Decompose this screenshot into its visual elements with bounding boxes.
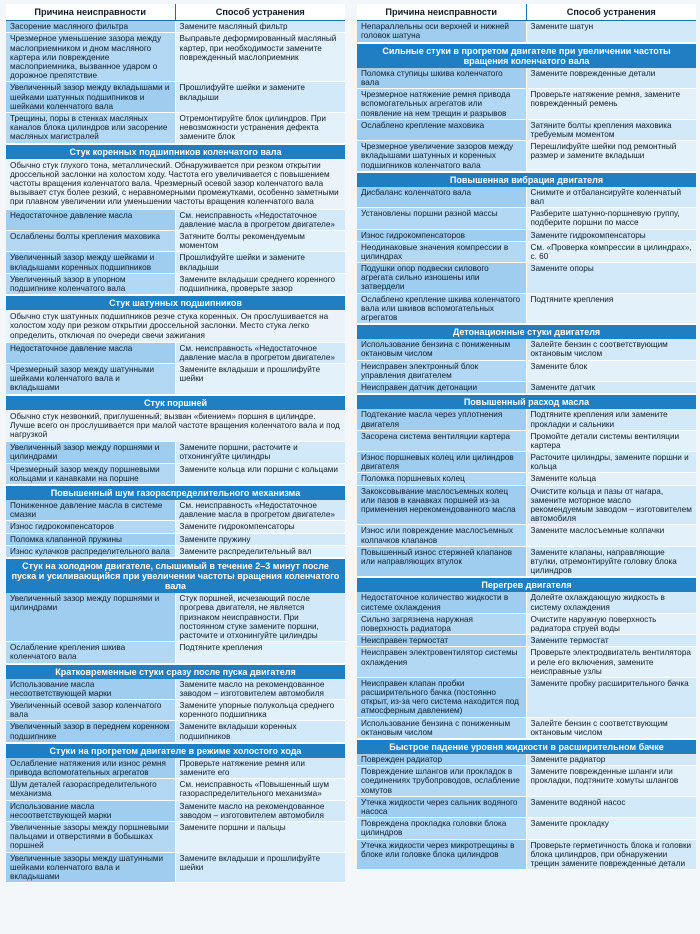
table-row (357, 431, 696, 452)
section-title: Быстрое падение уровня жидкости в расширительном бачке (357, 739, 696, 754)
table-row (357, 818, 696, 839)
table-row (357, 797, 696, 818)
fix-cell: Замените масло на рекомендованное заводом – изготовителем автомобиля (176, 679, 346, 699)
fix-cell: Замените распределительный вал (176, 546, 346, 557)
cause-cell: Увеличенный зазор в упорном подшипнике коленчатого вала (6, 274, 176, 294)
table-row (357, 242, 696, 263)
fix-cell: Проверьте герметичность блока и головки блока цилиндров, при обнаружении трещин замените поврежденные детали (527, 840, 697, 870)
fix-cell: Замените масло на рекомендованное заводом – изготовителем автомобиля (176, 801, 346, 821)
fix-cell: Замените прокладку (527, 818, 697, 838)
cause-cell: Ослаблено крепление шкива коленчатого вала или шкивов вспомогательных агрегатов (357, 294, 527, 324)
table-row (6, 700, 345, 721)
fix-cell: См. неисправность «Недостаточное давление масла в прогретом двигателе» (176, 343, 346, 363)
fix-cell: Залейте бензин с соответствующим октановым числом (527, 718, 697, 738)
cause-cell: Пониженное давление масла в системе смазки (6, 500, 176, 520)
fix-cell: Подтяните крепления или замените прокладки и сальники (527, 409, 697, 429)
fix-cell: Проверьте электродвигатель вентилятора и реле его включения, замените неисправные узлы (527, 647, 697, 677)
table-row (357, 141, 696, 172)
header-cause: Причина неисправности (357, 4, 527, 20)
fix-cell: См. неисправность «Недостаточное давление масла в прогретом двигателе» (176, 500, 346, 520)
table-row (357, 635, 696, 647)
table-row (6, 343, 345, 364)
cause-cell: Ослаблены болты крепления маховика (6, 231, 176, 251)
table-header (6, 4, 345, 21)
table-row (357, 754, 696, 766)
table-row (6, 210, 345, 231)
section-title: Перегрев двигателя (357, 577, 696, 592)
table-row (357, 718, 696, 739)
cause-cell: Ослаблено крепление маховика (357, 120, 527, 140)
cause-cell: Увеличенные зазоры между поршневыми пальцами и отверстиями в бобышках поршней (6, 822, 176, 852)
table-row (6, 231, 345, 252)
table-row (6, 500, 345, 521)
table-row (357, 409, 696, 430)
fix-cell: Замените поврежденные детали (527, 68, 697, 88)
table-row (357, 187, 696, 208)
table-row (357, 263, 696, 294)
cause-cell: Утечка жидкости через сальник водяного насоса (357, 797, 527, 817)
section-description: Обычно стук незвонкий, приглушенный; вызван «биением» поршня в цилиндре. Лучше всего он прослушивается при малой частоте вращения коленчатого вала и под нагрузкой (6, 410, 345, 443)
table-row (357, 486, 696, 526)
cause-cell: Поломка поршневых колец (357, 473, 527, 484)
fix-cell: Замените поршни и пальцы (176, 822, 346, 852)
cause-cell: Износ кулачков распределительного вала (6, 546, 176, 557)
table-row (357, 473, 696, 485)
cause-cell: Установлены поршни разной массы (357, 208, 527, 228)
table-row (357, 382, 696, 394)
table-row (357, 678, 696, 718)
section-title: Кратковременные стуки сразу после пуска двигателя (6, 664, 345, 679)
table-row (6, 33, 345, 82)
table-header (357, 4, 696, 21)
cause-cell: Утечка жидкости через микротрещины в блоке или головке блока цилиндров (357, 840, 527, 870)
fix-cell: Замените блок (527, 361, 697, 381)
table-row (357, 647, 696, 678)
table-row (357, 120, 696, 141)
cause-cell: Недостаточное давление масла (6, 210, 176, 230)
cause-cell: Износ гидрокомпенсаторов (357, 230, 527, 241)
fix-cell: Замените гидрокомпенсаторы (176, 521, 346, 532)
cause-cell: Использование бензина с пониженным октановым числом (357, 339, 527, 359)
cause-cell: Трещины, поры в стенках масляных каналов блока цилиндров или засорение масляных магистралей (6, 113, 176, 143)
cause-cell: Чрезмерный зазор между шатунными шейками коленчатого вала и вкладышами (6, 364, 176, 394)
cause-cell: Повреждение шлангов или прокладок в соединениях трубопроводов, ослабление хомутов (357, 766, 527, 796)
cause-cell: Неисправен датчик детонации (357, 382, 527, 393)
fix-cell: Затяните болты рекомендуемым моментом (176, 231, 346, 251)
table-row (6, 21, 345, 33)
cause-cell: Подтекание масла через уплотнения двигателя (357, 409, 527, 429)
fix-cell: Замените датчик (527, 382, 697, 393)
cause-cell: Чрезмерное увеличение зазоров между вкладышами шатунных и коренных подшипников коленчатого вала (357, 141, 527, 171)
cause-cell: Увеличенный осевой зазор коленчатого вала (6, 700, 176, 720)
fix-cell: Долейте охлаждающую жидкость в систему охлаждения (527, 592, 697, 612)
fix-cell: Залейте бензин с соответствующим октановым числом (527, 339, 697, 359)
fix-cell: Очистите кольца и пазы от нагара, замените моторное масло рекомендуемым заводом – изготовителем автомобиля (527, 486, 697, 525)
section-description: Обычно стук глухого тона, металлический. Обнаруживается при резком открытии дроссельной заслонки на холостом ходу. Частота его увеличивается с повышением частоты вращения коленчатого вала. Чрезмерный осевой зазор коленчатого вала вызывает стук более резкий, с неравномерными промежутками, особенно заметными при плавном увеличении или уменьшении частоты вращения коленчатого вала (6, 159, 345, 210)
header-fix: Способ устранения (566, 7, 656, 17)
table-row (6, 534, 345, 546)
fix-cell: Расточите цилиндры, замените поршни и кольца (527, 452, 697, 472)
fix-cell: Перешлифуйте шейки под ремонтный размер и замените вкладыши (527, 141, 697, 171)
cause-cell: Износ гидрокомпенсаторов (6, 521, 176, 532)
fix-cell: Замените шатун (527, 21, 697, 41)
table-row (6, 801, 345, 822)
fix-cell: Очистите наружную поверхность радиатора струей воды (527, 614, 697, 634)
section-title: Сильные стуки в прогретом двигателе при увеличении частоты вращения коленчатого вала (357, 43, 696, 68)
cause-cell: Неисправен электровентилятор системы охлаждения (357, 647, 527, 677)
section-title: Детонационные стуки двигателя (357, 324, 696, 339)
cause-cell: Чрезмерное уменьшение зазора между маслоприемником и дном масляного картера или повреждение маслоприемника, вызванное ударом о дорожное препятствие (6, 33, 176, 81)
fix-cell: Замените термостат (527, 635, 697, 646)
section-title: Повышенный расход масла (357, 394, 696, 409)
fix-cell: Замените клапаны, направляющие втулки, отремонтируйте головку блока цилиндров (527, 547, 697, 577)
cause-cell: Ослабление натяжения или износ ремня привода вспомогательных агрегатов (6, 758, 176, 778)
cause-cell: Непараллельны оси верхней и нижней головок шатуна (357, 21, 527, 41)
fix-cell: Замените кольца или поршни с кольцами (176, 464, 346, 484)
fix-cell: Замените поврежденные шланги или прокладки, подтяните хомуты шлангов (527, 766, 697, 796)
section-title: Стуки на прогретом двигателе в режиме холостого хода (6, 743, 345, 758)
table-row (357, 339, 696, 360)
table-row (357, 525, 696, 546)
table-row (6, 113, 345, 144)
table-row (6, 779, 345, 800)
fix-cell: См. неисправность «Недостаточное давление масла в прогретом двигателе» (176, 210, 346, 230)
table-row (357, 208, 696, 229)
header-fix: Способ устранения (215, 7, 305, 17)
fix-cell: Замените вкладыши коренных подшипников (176, 721, 346, 741)
fix-cell: Замените вкладыши среднего коренного подшипника, проверьте зазор (176, 274, 346, 294)
section-title: Стук на холодном двигателе, слышимый в течение 2–3 минут после пуска и усиливающийся при увеличении частоты вращения коленчатого вала (6, 558, 345, 593)
table-row (357, 547, 696, 578)
left-column (6, 4, 345, 930)
fix-cell: Замените радиатор (527, 754, 697, 765)
fix-cell: Замените пружину (176, 534, 346, 545)
table-row (357, 766, 696, 797)
cause-cell: Дисбаланс коленчатого вала (357, 187, 527, 207)
fix-cell: Промойте детали системы вентиляции картера (527, 431, 697, 451)
cause-cell: Поломка клапанной пружины (6, 534, 176, 545)
cause-cell: Увеличенный зазор в переднем коренном подшипнике (6, 721, 176, 741)
cause-cell: Увеличенный зазор между поршнями и цилиндрами (6, 593, 176, 641)
cause-cell: Недостаточное давление масла (6, 343, 176, 363)
fix-cell: См. «Проверка компрессии в цилиндрах», с. 60 (527, 242, 697, 262)
table-row (357, 452, 696, 473)
fix-cell: Проверьте натяжение ремня или замените его (176, 758, 346, 778)
cause-cell: Использование бензина с пониженным октановым числом (357, 718, 527, 738)
table-row (357, 89, 696, 120)
cause-cell: Сильно загрязнена наружная поверхность радиатора (357, 614, 527, 634)
fix-cell: Замените гидрокомпенсаторы (527, 230, 697, 241)
cause-cell: Увеличенные зазоры между шатунными шейками коленчатого вала и вкладышами (6, 853, 176, 883)
table-row (357, 21, 696, 42)
fix-cell: Замените кольца (527, 473, 697, 484)
cause-cell: Шум деталей газораспределительного механизма (6, 779, 176, 799)
table-row (357, 840, 696, 871)
table-row (6, 546, 345, 558)
cause-cell: Засорение масляного фильтра (6, 21, 176, 32)
fix-cell: Замените упорные полукольца среднего коренного подшипника (176, 700, 346, 720)
table-row (357, 592, 696, 613)
cause-cell: Износ поршневых колец или цилиндров двигателя (357, 452, 527, 472)
cause-cell: Неисправен термостат (357, 635, 527, 646)
cause-cell: Неисправен электронный блок управления двигателем (357, 361, 527, 381)
section-title: Стук шатунных подшипников (6, 295, 345, 310)
cause-cell: Увеличенный зазор между шейками и вкладышами коренных подшипников (6, 252, 176, 272)
cause-cell: Неодинаковые значения компрессии в цилиндрах (357, 242, 527, 262)
table-row (6, 252, 345, 273)
cause-cell: Закоксовывание маслосъемных колец или пазов в канавках поршней из-за применения нерекомендованного масла (357, 486, 527, 525)
fix-cell: Замените масляный фильтр (176, 21, 346, 32)
cause-cell: Использование масла несоответствующей марки (6, 679, 176, 699)
fix-cell: Снимите и отбалансируйте коленчатый вал (527, 187, 697, 207)
cause-cell: Увеличенный зазор между поршнями и цилиндрами (6, 442, 176, 462)
fix-cell: Проверьте натяжение ремня, замените поврежденный ремень (527, 89, 697, 119)
fix-cell: Разберите шатунно-поршневую группу, подберите поршни по массе (527, 208, 697, 228)
table-row (6, 364, 345, 395)
table-row (6, 822, 345, 853)
cause-cell: Недостаточное количество жидкости в системе охлаждения (357, 592, 527, 612)
cause-cell: Поломка ступицы шкива коленчатого вала (357, 68, 527, 88)
header-cause: Причина неисправности (6, 4, 176, 20)
table-row (6, 721, 345, 742)
section-title: Стук коренных подшипников коленчатого вала (6, 144, 345, 159)
fix-cell: Замените маслосъемные колпачки (527, 525, 697, 545)
right-column (357, 4, 696, 930)
cause-cell: Неисправен клапан пробки расширительного бачка (постоянно открыт, из-за чего система находится под атмосферным давлением) (357, 678, 527, 717)
fix-cell: Выправьте деформированный масляный картер, при необходимости замените поврежденный маслоприемник (176, 33, 346, 81)
table-row (6, 442, 345, 463)
cause-cell: Подушки опор подвески силового агрегата сильно изношены или затвердели (357, 263, 527, 293)
section-title: Повышенная вибрация двигателя (357, 172, 696, 187)
fix-cell: Замените вкладыши и прошлифуйте шейки (176, 364, 346, 394)
table-row (6, 593, 345, 642)
table-row (357, 294, 696, 325)
table-row (6, 82, 345, 113)
table-row (357, 68, 696, 89)
cause-cell: Использование масла несоответствующей марки (6, 801, 176, 821)
cause-cell: Чрезмерный зазор между поршневыми кольцами и канавками на поршне (6, 464, 176, 484)
cause-cell: Засорена система вентиляции картера (357, 431, 527, 451)
cause-cell: Износ или повреждение маслосъемных колпачков клапанов (357, 525, 527, 545)
table-row (6, 758, 345, 779)
section-title: Стук поршней (6, 395, 345, 410)
cause-cell: Поврежден радиатор (357, 754, 527, 765)
table-row (6, 679, 345, 700)
table-row (357, 614, 696, 635)
table-row (6, 464, 345, 485)
table-row (6, 642, 345, 663)
fix-cell: Стук поршней, исчезающий после прогрева двигателя, не является признаком неисправности. При постоянном стуке замените поршни, расточите и отхонингуйте цилиндры (176, 593, 346, 641)
cause-cell: Ослабление крепления шкива коленчатого вала (6, 642, 176, 662)
table-row (357, 230, 696, 242)
fix-cell: Замените поршни, расточите и отхонингуйте цилиндры (176, 442, 346, 462)
cause-cell: Повышенный износ стержней клапанов или направляющих втулок (357, 547, 527, 577)
fix-cell: Замените пробку расширительного бачка (527, 678, 697, 717)
fix-cell: Замените вкладыши и прошлифуйте шейки (176, 853, 346, 883)
cause-cell: Чрезмерное натяжение ремня привода вспомогательных агрегатов или появление на нем трещин и разрывов (357, 89, 527, 119)
fix-cell: Подтяните крепления (527, 294, 697, 324)
table-row (6, 274, 345, 295)
fix-cell: Замените опоры (527, 263, 697, 293)
section-title: Повышенный шум газораспределительного механизма (6, 485, 345, 500)
fix-cell: Подтяните крепления (176, 642, 346, 662)
table-row (6, 853, 345, 884)
fix-cell: См. неисправность «Повышенный шум газораспределительного механизма» (176, 779, 346, 799)
fix-cell: Замените водяной насос (527, 797, 697, 817)
fix-cell: Отремонтируйте блок цилиндров. При невозможности устранения дефекта замените блок (176, 113, 346, 143)
section-description: Обычно стук шатунных подшипников резче стука коренных. Он прослушивается на холостом ходу при резком открытии дроссельной заслонки. Место стука легко определить, отключая по очереди свечи зажигания (6, 310, 345, 343)
cause-cell: Увеличенный зазор между вкладышами и шейками шатунных подшипников и шейками коленчатого вала (6, 82, 176, 112)
fix-cell: Прошлифуйте шейки и замените вкладыши (176, 252, 346, 272)
table-row (6, 521, 345, 533)
cause-cell: Повреждена прокладка головки блока цилиндров (357, 818, 527, 838)
fix-cell: Затяните болты крепления маховика требуемым моментом (527, 120, 697, 140)
fix-cell: Прошлифуйте шейки и замените вкладыши (176, 82, 346, 112)
table-row (357, 361, 696, 382)
